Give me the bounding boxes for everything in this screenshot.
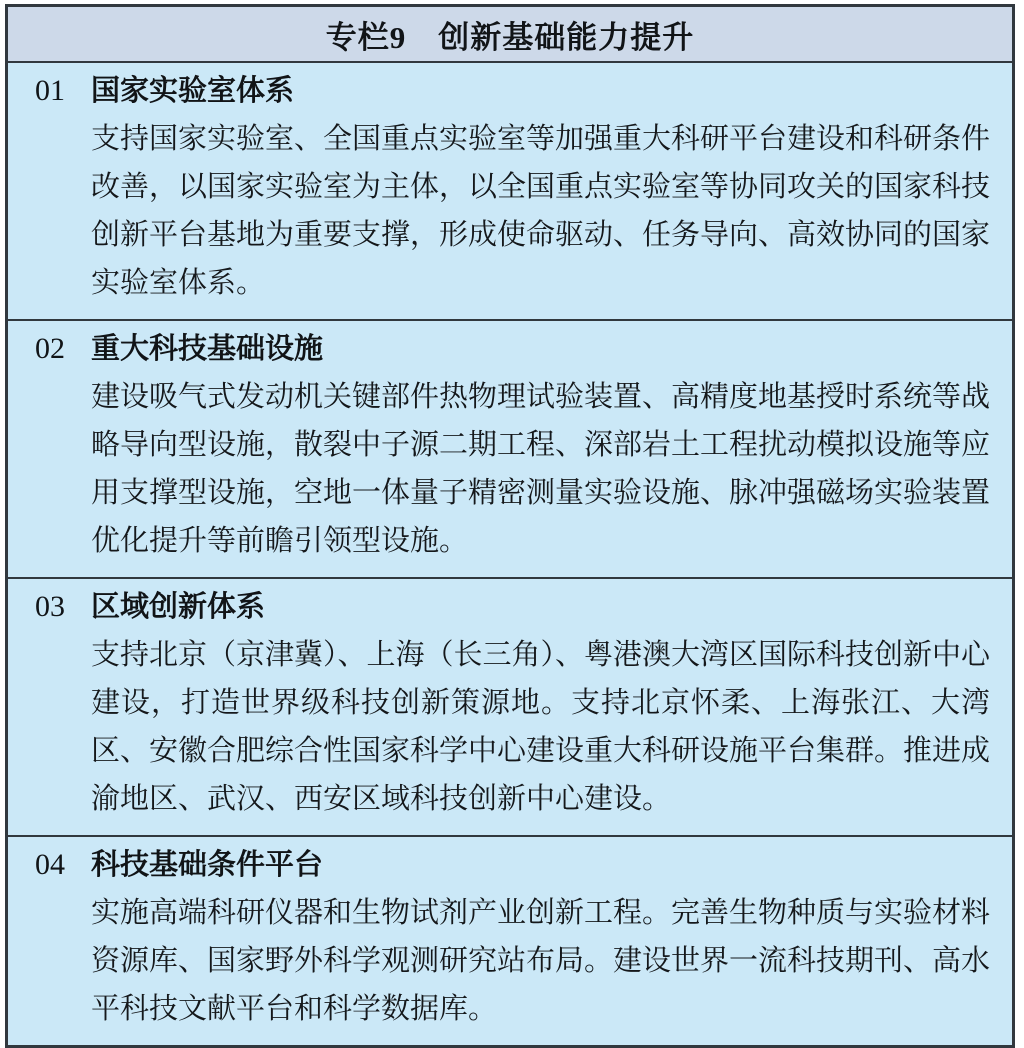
panel-title: 专栏9 创新基础能力提升	[325, 19, 695, 55]
column-panel	[5, 4, 1015, 1048]
section-body-text: 建设吸气式发动机关键部件热物理试验装置、高精度地基授时系统等战略导向型设施，散裂中子源二期工程、深部岩土工程扰动模拟设施等应用支撑型设施，空地一体量子精密测量实验设施、脉冲强磁场实验装置优化提升等前瞻引领型设施。	[91, 381, 991, 557]
section-sci-tech-basic-condition-platform	[8, 837, 1012, 1045]
section-body-text: 支持国家实验室、全国重点实验室等加强重大科研平台建设和科研条件改善，以国家实验室为主体，以全国重点实验室等协同攻关的国家科技创新平台基地为重要支撑，形成使命驱动、任务导向、高效协同的国家实验室体系。	[91, 123, 991, 299]
section-body-text: 实施高端科研仪器和生物试剂产业创新工程。完善生物种质与实验材料资源库、国家野外科学观测研究站布局。建设世界一流科技期刊、高水平科技文献平台和科学数据库。	[91, 897, 991, 1025]
section-heading-text: 科技基础条件平台	[91, 849, 324, 881]
section-number: 04	[35, 848, 65, 881]
section-heading	[35, 327, 990, 371]
section-number: 03	[35, 590, 65, 623]
section-body-text: 支持北京（京津冀）、上海（长三角）、粤港澳大湾区国际科技创新中心建设，打造世界级科技创新策源地。支持北京怀柔、上海张江、大湾区、安徽合肥综合性国家科学中心建设重大科研设施平台集群。推进成渝地区、武汉、西安区域科技创新中心建设。	[91, 639, 991, 815]
section-heading	[35, 843, 990, 887]
section-national-lab-system	[8, 63, 1012, 321]
section-heading	[35, 585, 990, 629]
section-major-sci-tech-infrastructure	[8, 321, 1012, 579]
section-number: 01	[35, 74, 65, 107]
section-number: 02	[35, 332, 65, 365]
section-heading	[35, 69, 990, 113]
section-heading-text: 区域创新体系	[91, 591, 266, 623]
section-heading-text: 重大科技基础设施	[91, 333, 324, 365]
section-regional-innovation-system	[8, 579, 1012, 837]
panel-header	[8, 7, 1012, 63]
section-heading-text: 国家实验室体系	[91, 75, 295, 107]
